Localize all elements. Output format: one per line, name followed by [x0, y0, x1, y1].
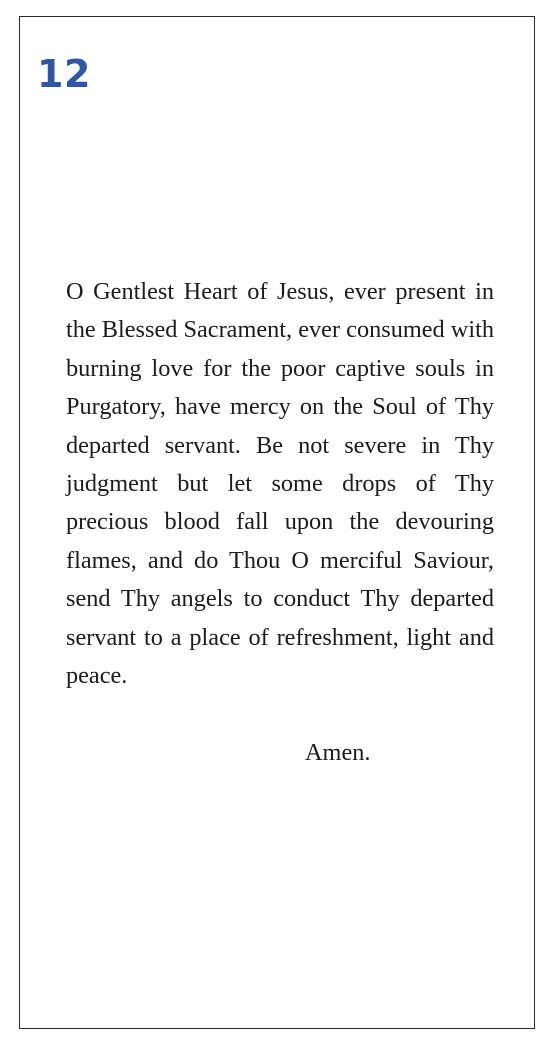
- prayer-card: [19, 16, 535, 1029]
- prayer-closing: Amen.: [305, 739, 371, 766]
- page-number: 12: [37, 52, 91, 96]
- prayer-text: O Gentlest Heart of Jesus, ever present in the Blessed Sacrament, ever consumed with burning love for the poor captive souls in Purgatory, have mercy on the Soul of Thy departed servant. Be not severe in Thy judgment but let some drops of Thy precious blood fall upon the devouring flames, and do Thou O merciful Saviour, send Thy angels to conduct Thy departed servant to a place of refreshment, light and peace.: [66, 278, 494, 690]
